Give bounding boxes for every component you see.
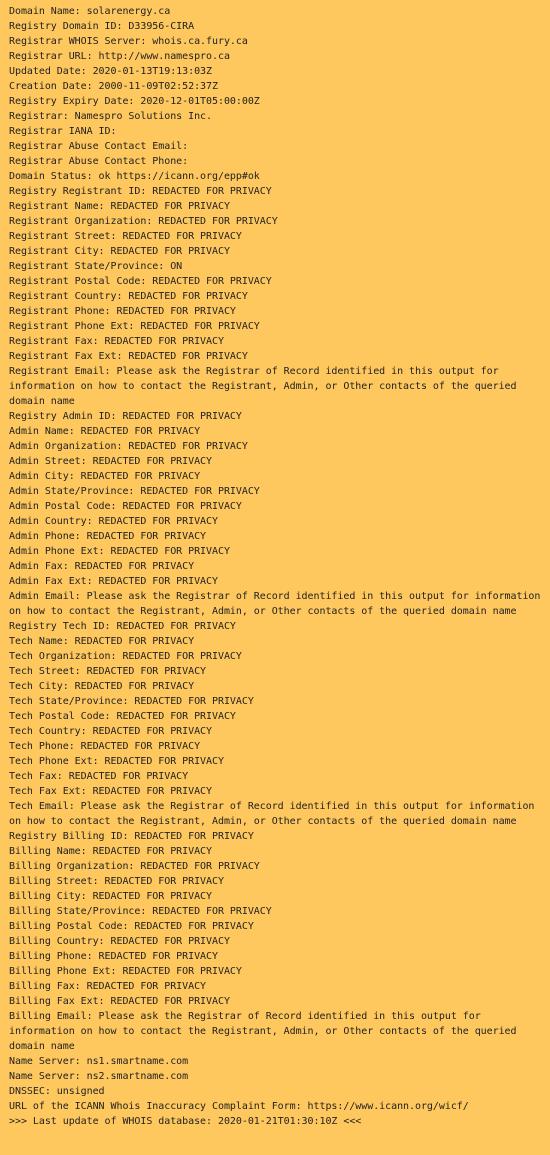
whois-line: Billing Organization: REDACTED FOR PRIVACY	[9, 861, 260, 872]
whois-line: Registrant Postal Code: REDACTED FOR PRIVACY	[9, 276, 272, 287]
whois-line: Admin Organization: REDACTED FOR PRIVACY	[9, 441, 248, 452]
whois-line: Tech Phone Ext: REDACTED FOR PRIVACY	[9, 756, 224, 767]
whois-line: Registrant Fax: REDACTED FOR PRIVACY	[9, 336, 224, 347]
whois-line: Tech Name: REDACTED FOR PRIVACY	[9, 636, 195, 647]
whois-line: Billing Fax Ext: REDACTED FOR PRIVACY	[9, 996, 230, 1007]
whois-line: Registrant Phone: REDACTED FOR PRIVACY	[9, 306, 236, 317]
whois-line: Registry Expiry Date: 2020-12-01T05:00:00Z	[9, 96, 260, 107]
whois-line: Admin State/Province: REDACTED FOR PRIVACY	[9, 486, 260, 497]
whois-line: Registrar URL: http://www.namespro.ca	[9, 51, 230, 62]
whois-line: Admin City: REDACTED FOR PRIVACY	[9, 471, 201, 482]
whois-line: Admin Email: Please ask the Registrar of Record identified in this output for information on how to contact the Registrant, Admin, or Other contacts of the queried domain name	[9, 591, 541, 617]
whois-line: Admin Name: REDACTED FOR PRIVACY	[9, 426, 201, 437]
whois-line: Tech State/Province: REDACTED FOR PRIVACY	[9, 696, 254, 707]
whois-line: Tech Country: REDACTED FOR PRIVACY	[9, 726, 212, 737]
whois-line: Updated Date: 2020-01-13T19:13:03Z	[9, 66, 212, 77]
whois-line: Tech Postal Code: REDACTED FOR PRIVACY	[9, 711, 236, 722]
whois-output	[9, 4, 547, 1129]
whois-line: Billing Phone: REDACTED FOR PRIVACY	[9, 951, 218, 962]
whois-line: Tech Street: REDACTED FOR PRIVACY	[9, 666, 207, 677]
whois-line: Registrant Fax Ext: REDACTED FOR PRIVACY	[9, 351, 248, 362]
whois-line: Tech Organization: REDACTED FOR PRIVACY	[9, 651, 242, 662]
whois-line: DNSSEC: unsigned	[9, 1086, 105, 1097]
whois-line: Creation Date: 2000-11-09T02:52:37Z	[9, 81, 218, 92]
whois-line: Tech Email: Please ask the Registrar of Record identified in this output for information on how to contact the Registrant, Admin, or Other contacts of the queried domain name	[9, 801, 535, 827]
whois-line: Name Server: ns1.smartname.com	[9, 1056, 189, 1067]
whois-line: Billing Country: REDACTED FOR PRIVACY	[9, 936, 230, 947]
whois-line: Registrant Name: REDACTED FOR PRIVACY	[9, 201, 230, 212]
whois-line: Admin Fax Ext: REDACTED FOR PRIVACY	[9, 576, 218, 587]
whois-line: Domain Status: ok https://icann.org/epp#ok	[9, 171, 260, 182]
whois-line: Registry Admin ID: REDACTED FOR PRIVACY	[9, 411, 242, 422]
whois-line: Registrant Country: REDACTED FOR PRIVACY	[9, 291, 248, 302]
whois-line: Admin Postal Code: REDACTED FOR PRIVACY	[9, 501, 242, 512]
whois-line: Registrar IANA ID:	[9, 126, 117, 137]
whois-line: Registrant State/Province: ON	[9, 261, 183, 272]
whois-line: Registrant Organization: REDACTED FOR PRIVACY	[9, 216, 278, 227]
whois-line: Name Server: ns2.smartname.com	[9, 1071, 189, 1082]
whois-line: Billing Email: Please ask the Registrar of Record identified in this output for information on how to contact the Registrant, Admin, or Other contacts of the queried domain name	[9, 1011, 517, 1052]
whois-line: Billing Street: REDACTED FOR PRIVACY	[9, 876, 224, 887]
whois-line: Billing Fax: REDACTED FOR PRIVACY	[9, 981, 207, 992]
whois-line: Domain Name: solarenergy.ca	[9, 6, 171, 17]
whois-line: Registrant Phone Ext: REDACTED FOR PRIVACY	[9, 321, 260, 332]
whois-line: Tech Phone: REDACTED FOR PRIVACY	[9, 741, 201, 752]
whois-line: Admin Phone Ext: REDACTED FOR PRIVACY	[9, 546, 230, 557]
whois-line: Admin Fax: REDACTED FOR PRIVACY	[9, 561, 195, 572]
whois-line: URL of the ICANN Whois Inaccuracy Complaint Form: https://www.icann.org/wicf/	[9, 1101, 469, 1112]
whois-line: Tech City: REDACTED FOR PRIVACY	[9, 681, 195, 692]
whois-line: Admin Street: REDACTED FOR PRIVACY	[9, 456, 212, 467]
whois-line: Billing City: REDACTED FOR PRIVACY	[9, 891, 212, 902]
whois-line: Admin Phone: REDACTED FOR PRIVACY	[9, 531, 207, 542]
whois-line: Registrant Street: REDACTED FOR PRIVACY	[9, 231, 242, 242]
whois-line: Registrar Abuse Contact Email:	[9, 141, 189, 152]
whois-line: Billing Postal Code: REDACTED FOR PRIVACY	[9, 921, 254, 932]
whois-line: Registrar: Namespro Solutions Inc.	[9, 111, 212, 122]
whois-line: Registrar Abuse Contact Phone:	[9, 156, 189, 167]
whois-line: Tech Fax Ext: REDACTED FOR PRIVACY	[9, 786, 212, 797]
whois-line: Registry Domain ID: D33956-CIRA	[9, 21, 195, 32]
whois-line: Tech Fax: REDACTED FOR PRIVACY	[9, 771, 189, 782]
whois-line: Registrar WHOIS Server: whois.ca.fury.ca	[9, 36, 248, 47]
whois-line: Registrant City: REDACTED FOR PRIVACY	[9, 246, 230, 257]
whois-line: Registry Tech ID: REDACTED FOR PRIVACY	[9, 621, 236, 632]
whois-line: Admin Country: REDACTED FOR PRIVACY	[9, 516, 218, 527]
whois-line: Billing State/Province: REDACTED FOR PRIVACY	[9, 906, 272, 917]
whois-line: Registry Registrant ID: REDACTED FOR PRIVACY	[9, 186, 272, 197]
whois-line: Registrant Email: Please ask the Registrar of Record identified in this output for information on how to contact the Registrant, Admin, or Other contacts of the queried domain name	[9, 366, 517, 407]
whois-line: Registry Billing ID: REDACTED FOR PRIVACY	[9, 831, 254, 842]
whois-line: >>> Last update of WHOIS database: 2020-01-21T01:30:10Z <<<	[9, 1116, 362, 1127]
whois-line: Billing Phone Ext: REDACTED FOR PRIVACY	[9, 966, 242, 977]
whois-line: Billing Name: REDACTED FOR PRIVACY	[9, 846, 212, 857]
